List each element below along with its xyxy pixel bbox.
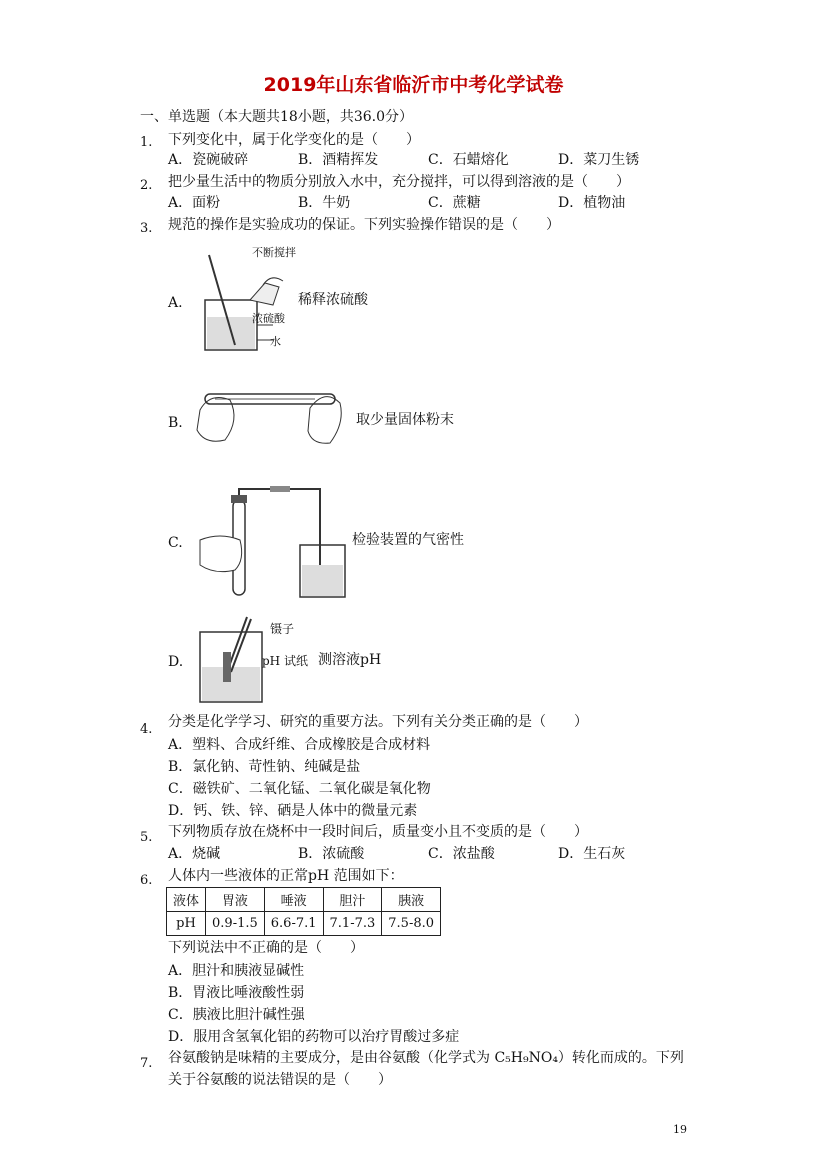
page-number: 19	[673, 1123, 687, 1136]
question-stem: 把少量生活中的物质分别放入水中，充分搅拌，可以得到溶液的是（ ）	[168, 174, 630, 190]
table-row	[167, 912, 441, 936]
option-d: D．钙、铁、锌、硒是人体中的微量元素	[168, 803, 418, 819]
option-d: D．服用含氢氧化铝的药物可以治疗胃酸过多症	[168, 1029, 460, 1045]
ph-table	[166, 887, 441, 936]
question-number: 5.	[140, 830, 153, 845]
option-row	[168, 193, 688, 213]
option-b: B．胃液比唾液酸性弱	[168, 985, 305, 1001]
label-conc-acid: 浓硫酸	[252, 312, 285, 325]
option-c: C．磁铁矿、二氧化锰、二氧化碳是氧化物	[168, 781, 431, 797]
table-cell: 6.6-7.1	[264, 912, 323, 936]
option-a: A．烧碱	[168, 846, 221, 862]
table-cell: 0.9-1.5	[206, 912, 265, 936]
option-b: B．浓硫酸	[298, 846, 365, 862]
question-number: 6.	[140, 873, 153, 888]
question-number: 7.	[140, 1056, 153, 1071]
table-cell: 胰液	[382, 888, 441, 912]
option-c: C．胰液比胆汁碱性强	[168, 1007, 305, 1023]
question-number: 3.	[140, 221, 153, 236]
table-cell: 7.5-8.0	[382, 912, 441, 936]
label-stir: 不断搅拌	[252, 246, 296, 259]
table-cell: 液体	[167, 888, 206, 912]
label-water: 水	[270, 335, 281, 348]
ph-test-figure	[195, 612, 270, 707]
option-a: A．瓷碗破碎	[168, 152, 249, 168]
option-c-caption: 检验装置的气密性	[352, 532, 464, 548]
option-a: A．胆汁和胰液显碱性	[168, 963, 305, 979]
question-number: 2.	[140, 178, 153, 193]
airtightness-figure	[195, 485, 350, 600]
question-stem: 分类是化学学习、研究的重要方法。下列有关分类正确的是（ ）	[168, 714, 588, 730]
option-b: B．氯化钠、苛性钠、纯碱是盐	[168, 759, 361, 775]
option-a-caption: 稀释浓硫酸	[298, 292, 368, 308]
option-b-caption: 取少量固体粉末	[356, 412, 454, 428]
option-a: A．面粉	[168, 195, 221, 211]
page-title: 2019年山东省临沂市中考化学试卷	[263, 74, 564, 96]
option-row	[168, 150, 688, 170]
option-row	[168, 844, 688, 864]
option-b-letter: B.	[168, 415, 183, 431]
option-b: B．酒精挥发	[298, 152, 379, 168]
option-a: A．塑料、合成纤维、合成橡胶是合成材料	[168, 737, 431, 753]
label-ph-paper: pH 试纸	[262, 654, 308, 668]
table-cell: 胆汁	[323, 888, 382, 912]
table-row	[167, 888, 441, 912]
option-d: D．植物油	[558, 195, 626, 211]
question-stem: 下列变化中，属于化学变化的是（ ）	[168, 132, 420, 148]
question-stem: 人体内一些液体的正常pH 范围如下：	[168, 868, 404, 884]
option-c: C．蔗糖	[428, 195, 481, 211]
question-stem: 谷氨酸钠是味精的主要成分，是由谷氨酸（化学式为 C₅H₉NO₄）转化而成的。下列	[168, 1050, 684, 1066]
question-stem: 下列物质存放在烧杯中一段时间后，质量变小且不变质的是（ ）	[168, 824, 588, 840]
table-cell: 唾液	[264, 888, 323, 912]
option-d: D．菜刀生锈	[558, 152, 640, 168]
test-tube-powder-figure	[195, 380, 345, 460]
option-d: D．生石灰	[558, 846, 626, 862]
section-heading: 一、单选题（本大题共18小题，共36.0分）	[140, 109, 413, 125]
question-number: 1.	[140, 135, 153, 150]
option-c: C．石蜡熔化	[428, 152, 509, 168]
label-tweezers: 镊子	[270, 622, 295, 636]
question-stem: 规范的操作是实验成功的保证。下列实验操作错误的是（ ）	[168, 217, 560, 233]
option-b: B．牛奶	[298, 195, 351, 211]
option-d-caption: 测溶液pH	[318, 652, 382, 668]
option-d-letter: D.	[168, 654, 184, 670]
option-c: C．浓盐酸	[428, 846, 495, 862]
option-c-letter: C.	[168, 535, 183, 551]
table-cell: pH	[167, 912, 206, 936]
question-number: 4.	[140, 722, 153, 737]
question-stem-continued: 关于谷氨酸的说法错误的是（ ）	[168, 1072, 392, 1088]
table-cell: 胃液	[206, 888, 265, 912]
table-cell: 7.1-7.3	[323, 912, 382, 936]
option-a-letter: A.	[168, 295, 183, 311]
question-substem: 下列说法中不正确的是（ ）	[168, 940, 364, 956]
